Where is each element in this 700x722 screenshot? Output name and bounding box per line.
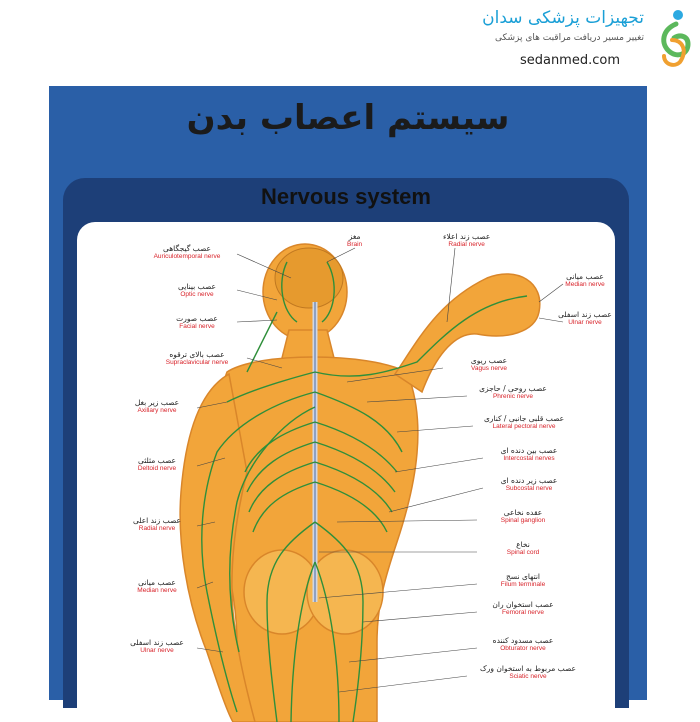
label-spinal-cord: نخاع Spinal cord (506, 540, 540, 557)
label-ulnar-left: عصب زند اسفلی Ulnar nerve (130, 638, 184, 655)
label-axillary: عصب زیر بغل Axillary nerve (134, 398, 180, 415)
brand-name: تجهیزات پزشکی سدان (482, 8, 644, 28)
label-facial: عصب صورت Facial nerve (176, 314, 218, 331)
label-radial-left: عصب زند اعلی Radial nerve (132, 516, 182, 533)
label-supraclavicular: عصب بالای ترقوه Supraclavicular nerve (165, 350, 229, 367)
label-filum-terminale: انتهای نسج Filum terminale (500, 572, 546, 589)
brand-tagline: تغییر مسیر دریافت مراقبت های پزشکی (495, 33, 644, 43)
label-brain: مغز Brain (347, 232, 363, 249)
label-optic: عصب بینایی Optic nerve (178, 282, 216, 299)
label-obturator: عصب مسدود کننده Obturator nerve (492, 636, 554, 653)
right-arm-shape (395, 274, 540, 392)
label-vagus: عصب ریوی Vagus nerve (470, 356, 508, 373)
label-spinal-ganglion: عقده نخاعی Spinal ganglion (500, 508, 546, 525)
label-auriculotemporal: عصب گیجگاهی Auriculotemporal nerve (153, 244, 221, 261)
brand-logo-icon (654, 6, 694, 70)
label-sciatic: عصب مربوط به استخوان ورک Sciatic nerve (480, 664, 576, 681)
label-phrenic: عصب روحی / حاجزی Phrenic nerve (479, 384, 547, 401)
poster-title-fa: سیستم اعصاب بدن (186, 98, 510, 138)
label-lateral-pectoral: عصب قلبی جانبی / کناری Lateral pectoral nerve (483, 414, 565, 431)
label-deltoid: عصب مثلثی Deltoid nerve (137, 456, 177, 473)
poster-title-en: Nervous system (261, 184, 431, 209)
label-ulnar-right: عصب زند اسفلی Ulnar nerve (558, 310, 612, 327)
brand-url[interactable]: sedanmed.com (519, 53, 620, 68)
brand-header (440, 0, 700, 80)
label-subcostal: عصب زیر دنده ای Subcostal nerve (500, 476, 558, 493)
poster-panel (63, 178, 629, 708)
label-median-left: عصب میانی Median nerve (137, 578, 177, 595)
label-femoral: عصب استخوان ران Femoral nerve (492, 600, 554, 617)
diagram-card (77, 222, 615, 722)
label-intercostal: عصب بین دنده ای Intercostal nerves (500, 446, 558, 463)
label-radial-nerve-top: عصب زند اعلاء Radial nerve (443, 232, 491, 249)
poster (49, 86, 647, 700)
label-median-right: عصب میانی Median nerve (565, 272, 605, 289)
